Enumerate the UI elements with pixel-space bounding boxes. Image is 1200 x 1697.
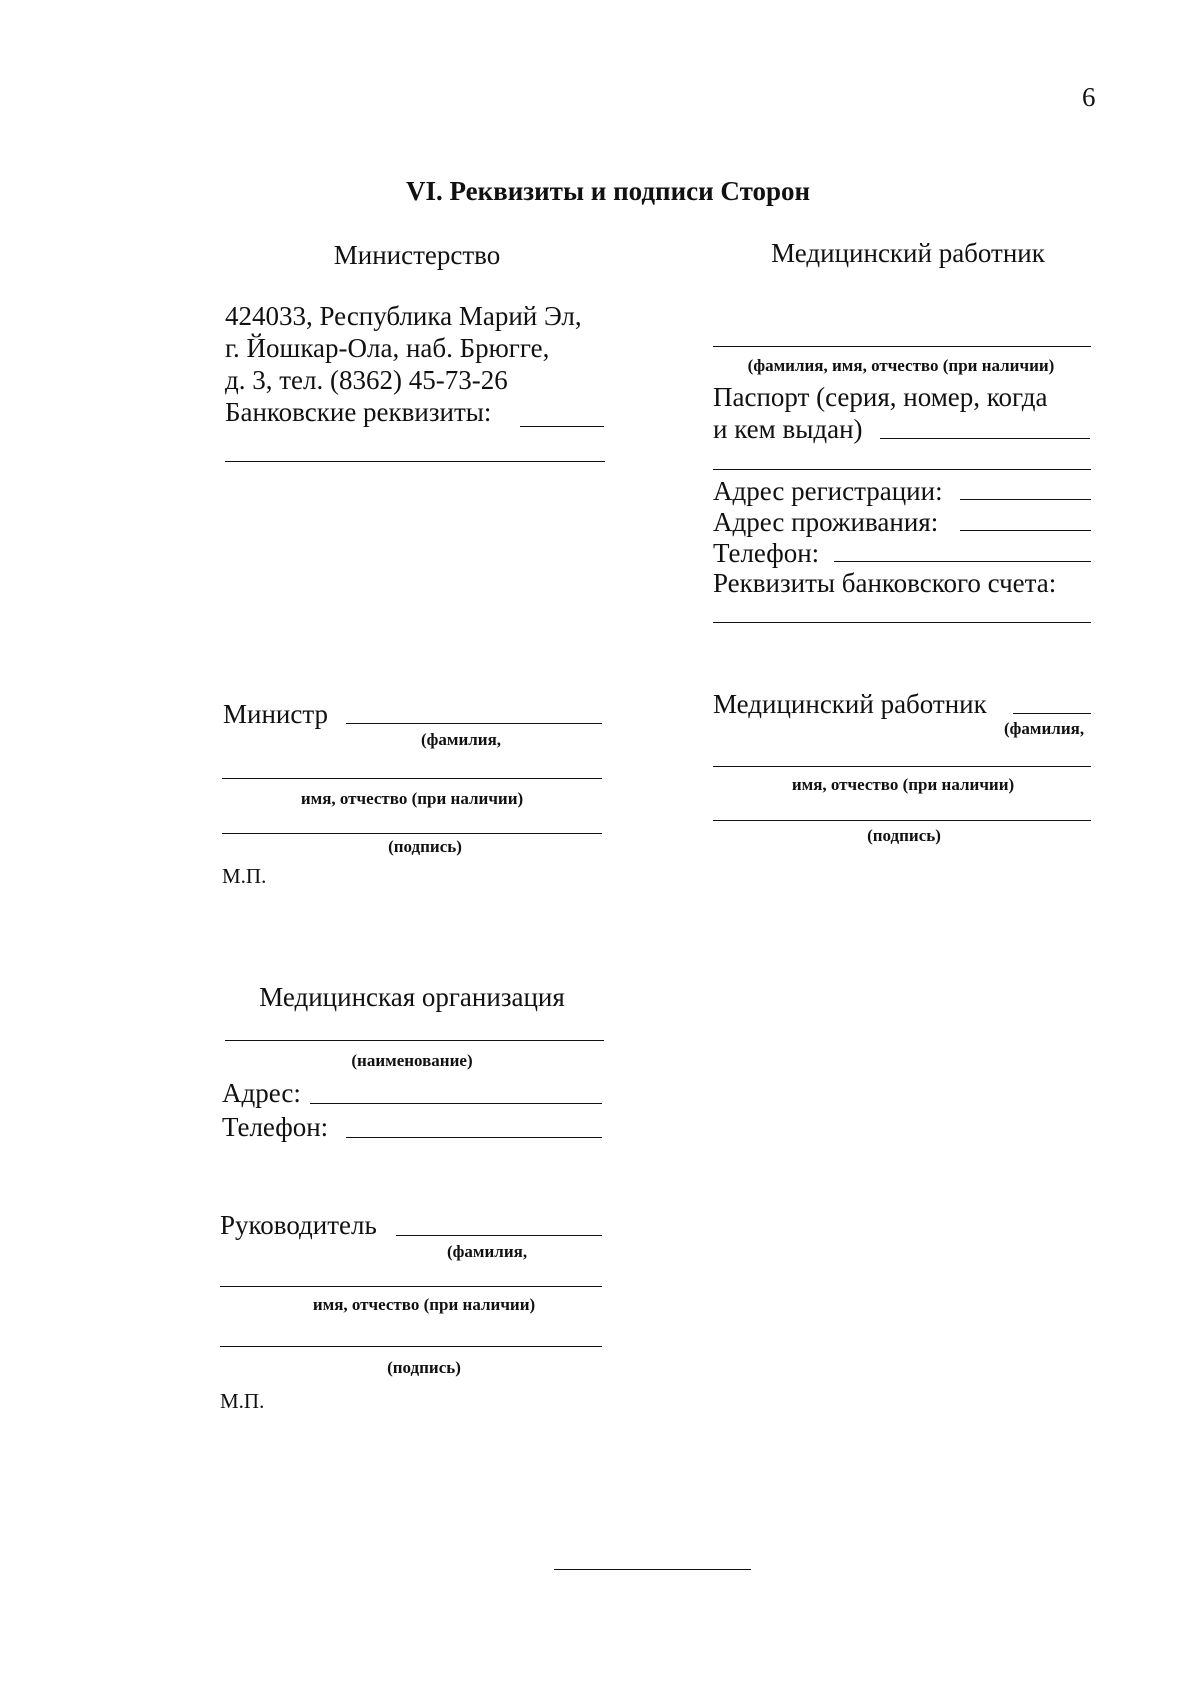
page-number: 6	[1082, 82, 1096, 112]
worker-bank-account-label: Реквизиты банковского счета:	[713, 568, 1057, 598]
minister-caption-surname: (фамилия,	[420, 730, 502, 749]
worker-reg-address-line	[960, 499, 1091, 500]
minister-label: Министр	[223, 699, 328, 729]
worker-caption-fio: (фамилия, имя, отчество (при наличии)	[747, 356, 1055, 375]
ministry-address-line-1: 424033, Республика Марий Эл,	[225, 301, 582, 331]
org-caption-surname: (фамилия,	[447, 1242, 528, 1261]
worker-passport-line	[880, 438, 1090, 439]
org-stamp: М.П.	[220, 1389, 265, 1413]
org-head-signature-line	[220, 1346, 602, 1347]
minister-caption-signature: (подпись)	[388, 837, 462, 856]
ministry-bank-line-2	[225, 461, 605, 462]
ministry-address-line-3: д. 3, тел. (8362) 45-73-26	[225, 365, 508, 395]
worker-fio-line	[713, 346, 1091, 347]
worker-caption-signature: (подпись)	[867, 826, 941, 845]
worker-phone-line	[834, 561, 1091, 562]
org-caption-fio: имя, отчество (при наличии)	[312, 1295, 536, 1314]
ministry-address-line-2: г. Йошкар-Ола, наб. Брюгге,	[225, 333, 550, 363]
worker-signature-line	[713, 820, 1091, 821]
minister-surname-line	[346, 723, 602, 724]
worker-name-line	[713, 766, 1091, 767]
worker-heading: Медицинский работник	[771, 238, 1045, 268]
worker-bank-account-line	[713, 622, 1091, 623]
worker-signer-label: Медицинский работник	[713, 689, 987, 719]
worker-phone-label: Телефон:	[713, 538, 820, 568]
org-caption-name: (наименование)	[351, 1051, 473, 1070]
worker-reg-address-label: Адрес регистрации:	[713, 476, 943, 506]
closing-separator-line	[554, 1569, 751, 1570]
org-name-line	[225, 1040, 604, 1041]
org-phone-label: Телефон:	[222, 1112, 329, 1142]
minister-caption-name: имя, отчество (при наличии)	[300, 789, 524, 808]
worker-live-address-line	[960, 530, 1091, 531]
worker-caption-surname: (фамилия,	[1004, 719, 1085, 738]
ministry-heading: Министерство	[333, 240, 501, 270]
minister-signature-line	[222, 833, 602, 834]
org-head-name-line	[220, 1286, 602, 1287]
worker-passport-line-1: Паспорт (серия, номер, когда	[713, 382, 1048, 412]
org-head-surname-line	[396, 1235, 602, 1236]
worker-passport-line-2-rule	[713, 469, 1091, 470]
ministry-stamp: М.П.	[222, 864, 267, 888]
org-heading: Медицинская организация	[259, 982, 565, 1012]
worker-passport-line-2: и кем выдан)	[713, 414, 863, 444]
org-head-label: Руководитель	[220, 1210, 377, 1240]
org-caption-signature: (подпись)	[387, 1358, 461, 1377]
worker-caption-name: имя, отчество (при наличии)	[791, 775, 1015, 794]
minister-name-line	[222, 778, 602, 779]
worker-surname-line	[1013, 713, 1091, 714]
ministry-bank-label: Банковские реквизиты:	[225, 397, 492, 427]
org-address-line	[310, 1103, 602, 1104]
ministry-bank-line	[520, 426, 604, 427]
org-phone-line	[346, 1137, 602, 1138]
org-address-label: Адрес:	[222, 1078, 301, 1108]
section-title: VI. Реквизиты и подписи Сторон	[405, 176, 811, 206]
worker-live-address-label: Адрес проживания:	[713, 507, 939, 537]
